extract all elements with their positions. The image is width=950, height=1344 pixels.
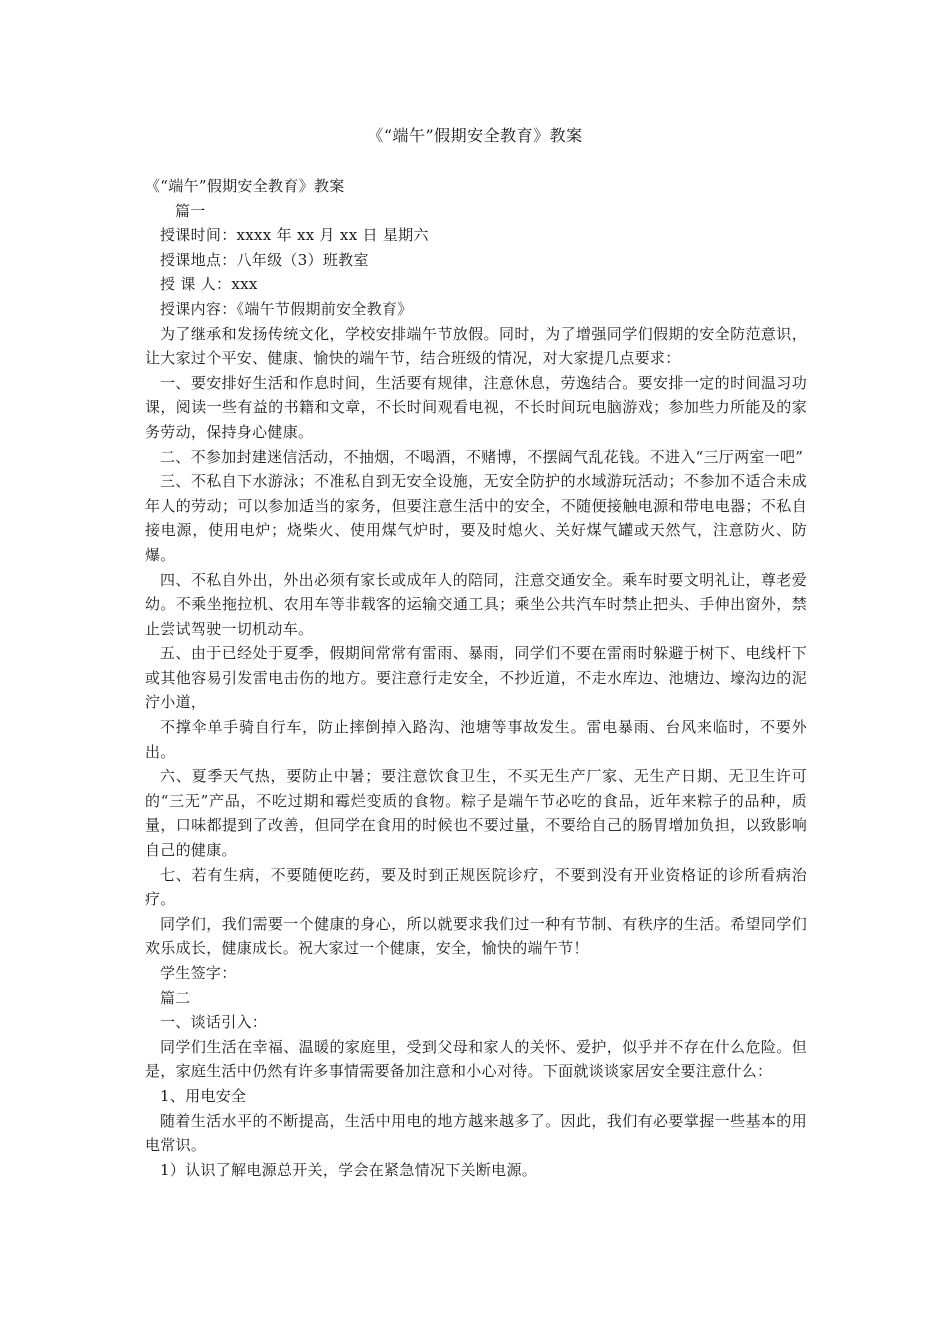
- paragraph: 篇一: [175, 201, 206, 220]
- document-body: [145, 174, 807, 1182]
- paragraph: 三、不私自下水游泳；不准私自到无安全设施，无安全防护的水域游玩活动；不参加不适合未成年人的劳动；可以参加适当的家务，但要注意生活中的安全，不随便接触电源和带电电器；不私自接电源，使用电炉；烧柴火、使用煤气炉时，要及时熄火、关好煤气罐或天然气，注意防火、防爆。: [145, 472, 807, 564]
- paragraph: 不撑伞单手骑自行车，防止摔倒掉入路沟、池塘等事故发生。雷电暴雨、台风来临时，不要外出。: [145, 718, 807, 761]
- document-title: 《“端午”假期安全教育》教案: [367, 126, 583, 145]
- paragraph: 《“端午”假期安全教育》教案: [145, 177, 345, 195]
- paragraph: 六、夏季天气热，要防止中暑；要注意饮食卫生，不买无生产厂家、无生产日期、无卫生许可的“三无”产品，不吃过期和霉烂变质的食物。粽子是端午节必吃的食品，近年来粽子的品种，质量，口味都提到了改善，但同学在食用的时候也不要过量，不要给自己的肠胃增加负担，以致影响自己的健康。: [145, 767, 807, 860]
- paragraph: 授课地点：八年级（3）班教室: [160, 250, 369, 269]
- paragraph: 五、由于已经处于夏季，假期间常常有雷雨、暴雨，同学们不要在雷雨时躲避于树下、电线杆下或其他容易引发雷电击伤的地方。要注意行走安全，不抄近道，不走水库边、池塘边、壕沟边的泥泞小道，: [145, 644, 807, 712]
- paragraph: 1）认识了解电源总开关，学会在紧急情况下关断电源。: [160, 1160, 538, 1179]
- paragraph: 一、要安排好生活和作息时间，生活要有规律，注意休息，劳逸结合。要安排一定的时间温习功课，阅读一些有益的书籍和文章，不长时间观看电视，不长时间玩电脑游戏；参加些力所能及的家务劳动，保持身心健康。: [145, 373, 807, 441]
- paragraph: 为了继承和发扬传统文化，学校安排端午节放假。同时，为了增强同学们假期的安全防范意识，让大家过个平安、健康、愉快的端午节，结合班级的情况，对大家提几点要求：: [145, 324, 807, 368]
- paragraph: 二、不参加封建迷信活动，不抽烟，不喝酒，不赌博，不摆阔气乱花钱。不进入“三厅两室一吧”: [160, 447, 804, 466]
- paragraph: 1、用电安全: [160, 1086, 247, 1105]
- paragraph: 一、谈话引入：: [160, 1013, 268, 1032]
- paragraph: 四、不私自外出，外出必须有家长或成年人的陪同，注意交通安全。乘车时要文明礼让，尊老爱幼。不乘坐拖拉机、农用车等非载客的运输交通工具；乘坐公共汽车时禁止把头、手伸出窗外，禁止尝试驾驶一切机动车。: [145, 570, 807, 638]
- paragraph: 同学们生活在幸福、温暖的家庭里，受到父母和家人的关怀、爱护，似乎并不存在什么危险。但是，家庭生活中仍然有许多事情需要备加注意和小心对待。下面就谈谈家居安全要注意什么：: [145, 1037, 807, 1081]
- paragraph: 篇二: [160, 988, 191, 1007]
- paragraph: 授 课 人：xxx: [160, 275, 258, 294]
- paragraph: 授课时间：xxxx 年 xx 月 xx 日 星期六: [160, 226, 429, 245]
- paragraph: 随着生活水平的不断提高，生活中用电的地方越来越多了。因此，我们有必要掌握一些基本的用电常识。: [145, 1111, 807, 1155]
- paragraph: 七、若有生病，不要随便吃药，要及时到正规医院诊疗，不要到没有开业资格证的诊所看病治疗。: [145, 865, 807, 909]
- paragraph: 同学们，我们需要一个健康的身心，所以就要求我们过一种有节制、有秩序的生活。希望同学们欢乐成长，健康成长。祝大家过一个健康，安全，愉快的端午节！: [145, 914, 807, 958]
- paragraph: 授课内容：《端午节假期前安全教育》: [160, 299, 413, 318]
- paragraph: 学生签字：: [160, 964, 237, 982]
